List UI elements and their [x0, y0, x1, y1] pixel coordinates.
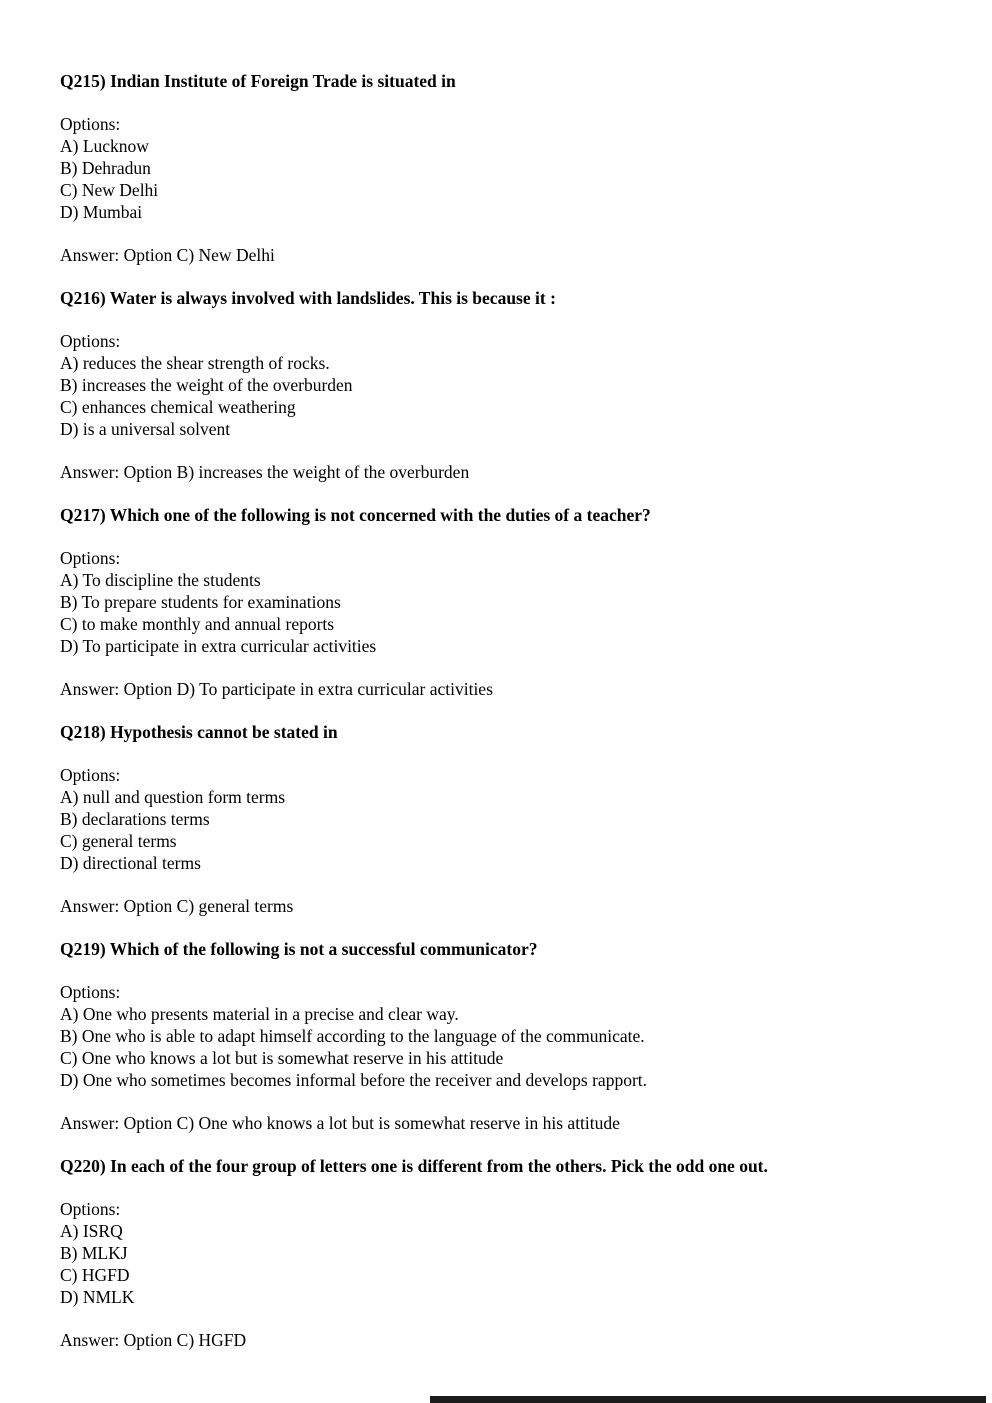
question-title: Q216) Water is always involved with landslides. This is because it : [60, 288, 556, 308]
options-label: Options: [60, 1199, 121, 1219]
option: D) directional terms [60, 853, 201, 873]
question-title: Q215) Indian Institute of Foreign Trade is situated in [60, 71, 456, 91]
option: A) reduces the shear strength of rocks. [60, 353, 330, 373]
option: C) New Delhi [60, 180, 159, 200]
option: A) null and question form terms [60, 787, 286, 807]
answer: Answer: Option C) New Delhi [60, 245, 275, 265]
bottom-page-edge-bar [430, 1396, 986, 1403]
answer: Answer: Option D) To participate in extra curricular activities [60, 679, 493, 699]
option: A) ISRQ [60, 1221, 123, 1241]
option: A) One who presents material in a precise and clear way. [60, 1004, 459, 1024]
option: C) to make monthly and annual reports [60, 614, 335, 634]
answer: Answer: Option C) One who knows a lot but is somewhat reserve in his attitude [60, 1113, 620, 1133]
option: D) Mumbai [60, 202, 143, 222]
option: C) HGFD [60, 1265, 130, 1285]
option: B) Dehradun [60, 158, 151, 178]
question-title: Q220) In each of the four group of letters one is different from the others. Pick the odd one out. [60, 1156, 768, 1176]
option: B) declarations terms [60, 809, 210, 829]
options-label: Options: [60, 548, 121, 568]
question-title: Q217) Which one of the following is not concerned with the duties of a teacher? [60, 505, 651, 525]
option: D) NMLK [60, 1287, 135, 1307]
option: D) To participate in extra curricular activities [60, 636, 377, 656]
option: D) One who sometimes becomes informal before the receiver and develops rapport. [60, 1070, 648, 1090]
options-label: Options: [60, 114, 121, 134]
option: B) MLKJ [60, 1243, 128, 1263]
option: B) increases the weight of the overburden [60, 375, 353, 395]
options-label: Options: [60, 765, 121, 785]
answer: Answer: Option C) HGFD [60, 1330, 247, 1350]
question-title: Q218) Hypothesis cannot be stated in [60, 722, 338, 742]
option: A) To discipline the students [60, 570, 261, 590]
question-block [60, 721, 932, 917]
question-block [60, 287, 932, 483]
option: D) is a universal solvent [60, 419, 231, 439]
answer: Answer: Option B) increases the weight of the overburden [60, 462, 470, 482]
option: C) enhances chemical weathering [60, 397, 296, 417]
question-block [60, 1155, 932, 1351]
option: A) Lucknow [60, 136, 149, 156]
question-block [60, 504, 932, 700]
question-block [60, 938, 932, 1134]
options-label: Options: [60, 982, 121, 1002]
option: C) general terms [60, 831, 177, 851]
option: B) One who is able to adapt himself according to the language of the communicate. [60, 1026, 645, 1046]
question-title: Q219) Which of the following is not a successful communicator? [60, 939, 538, 959]
options-label: Options: [60, 331, 121, 351]
option: B) To prepare students for examinations [60, 592, 341, 612]
answer: Answer: Option C) general terms [60, 896, 294, 916]
option: C) One who knows a lot but is somewhat reserve in his attitude [60, 1048, 504, 1068]
question-block [60, 70, 932, 266]
